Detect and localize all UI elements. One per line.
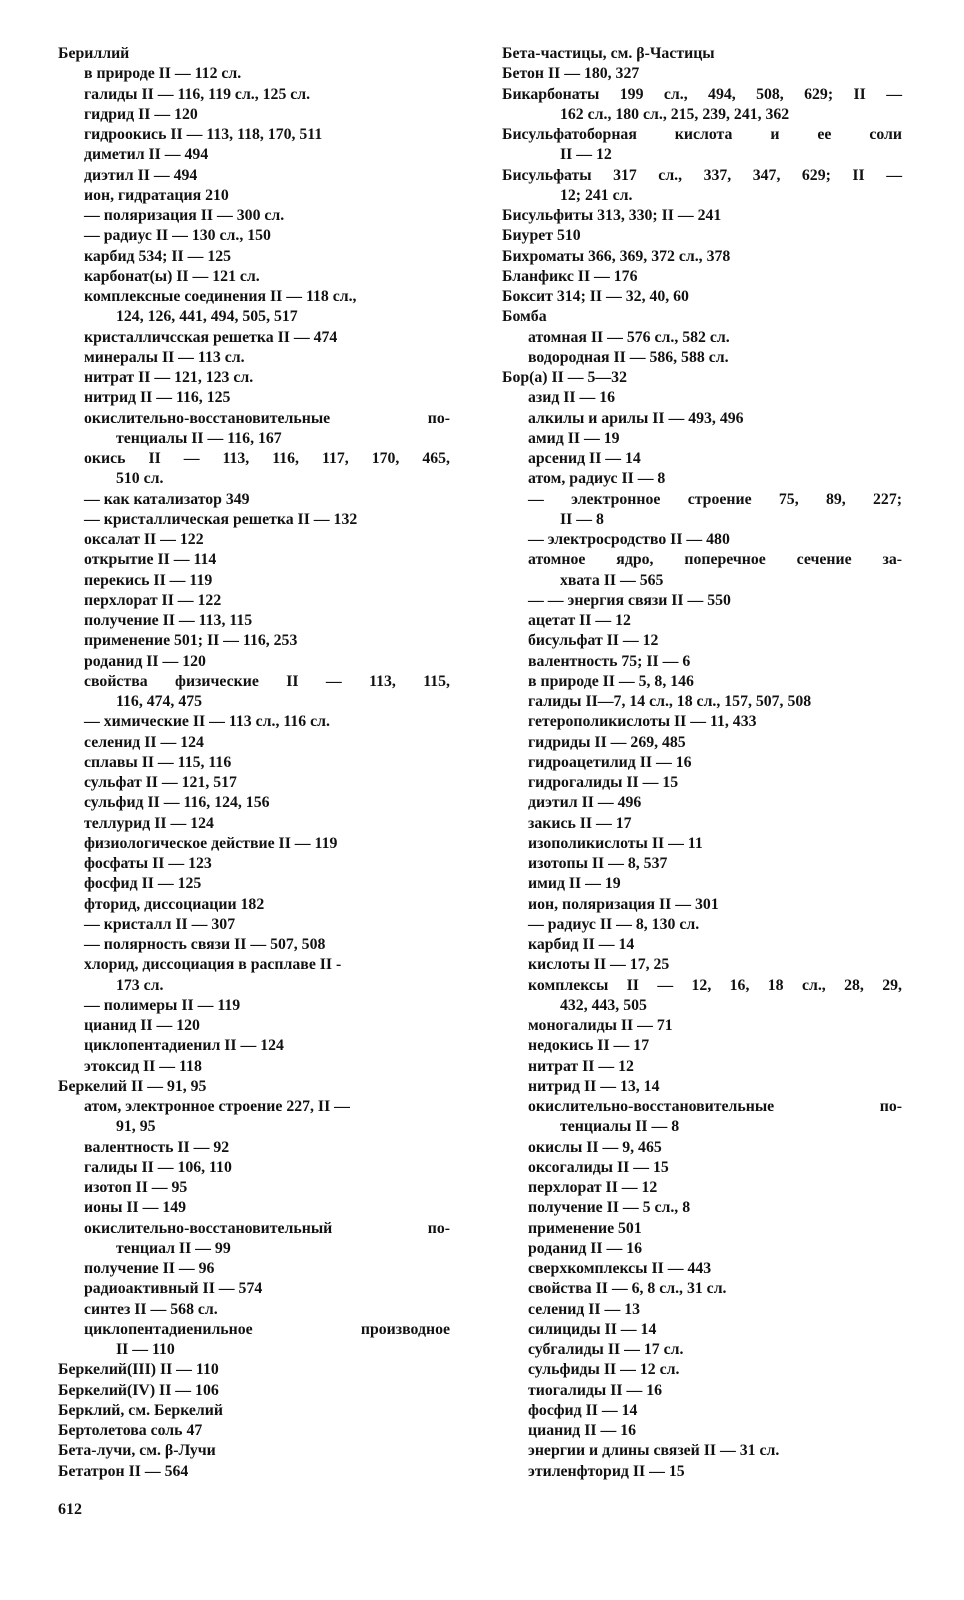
index-subentry: карбид 534; II — 125 xyxy=(84,247,232,265)
index-subentry: оксогалиды II — 15 xyxy=(528,1158,669,1176)
index-subentry: сульфиды II — 12 сл. xyxy=(528,1361,680,1379)
index-continuation: хвата II — 565 xyxy=(560,571,664,589)
index-subentry: водородная II — 586, 588 сл. xyxy=(528,348,729,366)
index-subentry: закись II — 17 xyxy=(528,814,632,832)
index-subentry: — как катализатор 349 xyxy=(84,490,250,508)
index-entry: Бетатрон II — 564 xyxy=(58,1462,189,1480)
index-subentry: недокись II — 17 xyxy=(528,1037,650,1055)
index-subentry: нитрат II — 12 xyxy=(528,1057,634,1075)
index-subentry: атомная II — 576 сл., 582 сл. xyxy=(528,328,730,346)
index-subentry: гидриды II — 269, 485 xyxy=(528,733,686,751)
index-subentry: окислительно-восстановительный по- xyxy=(84,1219,450,1237)
index-entry: Берклий, см. Беркелий xyxy=(58,1401,224,1419)
index-subentry: роданид II — 16 xyxy=(528,1239,643,1257)
index-subentry: этиленфторид II — 15 xyxy=(528,1462,685,1480)
index-entry: Боксит 314; II — 32, 40, 60 xyxy=(502,288,689,305)
index-subentry: синтез II — 568 сл. xyxy=(84,1300,218,1318)
index-entry: Бомба xyxy=(502,308,547,326)
index-subentry: нитрид II — 116, 125 xyxy=(84,389,231,407)
index-subentry: сульфид II — 116, 124, 156 xyxy=(84,794,270,812)
index-subentry: цианид II — 16 xyxy=(528,1422,637,1439)
index-subentry: — кристаллическая решетка II — 132 xyxy=(84,510,358,528)
index-subentry: теллурид II — 124 xyxy=(84,814,214,832)
index-subentry: сплавы II — 115, 116 xyxy=(84,753,232,771)
index-subentry: ионы II — 149 xyxy=(84,1199,187,1217)
index-entry: Беркелий II — 91, 95 xyxy=(58,1077,207,1095)
index-entry: Бихроматы 366, 369, 372 сл., 378 xyxy=(502,247,731,265)
index-continuation: тенциалы II — 8 xyxy=(560,1118,680,1136)
index-subentry: цианид II — 120 xyxy=(84,1017,200,1034)
index-subentry: фосфид II — 125 xyxy=(84,875,202,893)
index-continuation: тенциал II — 99 xyxy=(116,1239,231,1257)
index-subentry: физиологическое действие II — 119 xyxy=(84,834,338,852)
index-subentry: хлорид, диссоциация в расплаве II - xyxy=(84,956,342,974)
index-subentry: фосфид II — 14 xyxy=(528,1401,638,1419)
index-subentry: сверхкомплексы II — 443 xyxy=(528,1260,712,1277)
index-subentry: — электронное строение 75, 89, 227; xyxy=(528,490,902,508)
index-continuation: 432, 443, 505 xyxy=(560,996,647,1014)
index-subentry: арсенид II — 14 xyxy=(528,450,641,467)
index-subentry: диметил II — 494 xyxy=(84,146,209,164)
index-subentry: амид II — 19 xyxy=(528,429,620,447)
index-subentry: изотопы II — 8, 537 xyxy=(528,855,668,872)
index-continuation: 116, 474, 475 xyxy=(116,693,203,710)
index-entry: Бисульфаты 317 сл., 337, 347, 629; II — xyxy=(502,166,902,184)
index-subentry: циклопентадиенил II — 124 xyxy=(84,1037,284,1055)
index-subentry: — поляризация II — 300 сл. xyxy=(84,207,285,224)
index-subentry: галиды II — 106, 110 xyxy=(84,1158,232,1176)
index-subentry: сульфат II — 121, 517 xyxy=(84,774,237,791)
index-subentry: изополикислоты II — 11 xyxy=(528,834,703,852)
index-continuation: 124, 126, 441, 494, 505, 517 xyxy=(116,308,298,326)
index-subentry: гетерополикислоты II — 11, 433 xyxy=(528,713,757,731)
index-subentry: нитрид II — 13, 14 xyxy=(528,1077,660,1095)
index-entry: Бисульфатоборная кислота и ее соли xyxy=(502,126,902,143)
index-subentry: — химические II — 113 сл., 116 сл. xyxy=(84,713,330,731)
index-subentry: минералы II — 113 сл. xyxy=(84,348,245,366)
index-subentry: получение II — 113, 115 xyxy=(84,612,253,629)
index-subentry: роданид II — 120 xyxy=(84,652,206,670)
index-subentry: атом, радиус II — 8 xyxy=(528,470,666,488)
index-subentry: — — энергия связи II — 550 xyxy=(528,591,731,609)
index-subentry: — кристалл II — 307 xyxy=(84,915,236,933)
index-subentry: тиогалиды II — 16 xyxy=(528,1381,662,1399)
index-subentry: карбид II — 14 xyxy=(528,936,635,953)
index-subentry: кислоты II — 17, 25 xyxy=(528,956,670,974)
index-subentry: получение II — 96 xyxy=(84,1260,215,1277)
index-subentry: — радиус II — 130 сл., 150 xyxy=(84,227,271,245)
index-subentry: гидрид II — 120 xyxy=(84,105,198,123)
index-subentry: валентность II — 92 xyxy=(84,1138,230,1156)
index-subentry: изотоп II — 95 xyxy=(84,1179,188,1196)
index-subentry: гидроацетилид II — 16 xyxy=(528,753,692,771)
index-subentry: гидроокись II — 113, 118, 170, 511 xyxy=(84,126,323,143)
index-subentry: алкилы и арилы II — 493, 496 xyxy=(528,409,744,427)
index-subentry: энергии и длины связей II — 31 сл. xyxy=(528,1442,780,1460)
index-subentry: перхлорат II — 122 xyxy=(84,591,222,609)
index-subentry: азид II — 16 xyxy=(528,389,616,407)
index-subentry: в природе II — 112 сл. xyxy=(84,65,242,83)
index-subentry: перхлорат II — 12 xyxy=(528,1179,658,1196)
index-entry: Бертолетова соль 47 xyxy=(58,1422,203,1439)
index-subentry: валентность 75; II — 6 xyxy=(528,652,691,670)
index-subentry: фосфаты II — 123 xyxy=(84,855,212,872)
index-subentry: диэтил II — 496 xyxy=(528,794,642,812)
index-subentry: атом, электронное строение 227, II — xyxy=(84,1098,350,1115)
index-subentry: окислительно-восстановительные по- xyxy=(528,1098,902,1115)
index-continuation: 12; 241 сл. xyxy=(560,186,633,204)
index-subentry: свойства физические II — 113, 115, xyxy=(84,672,450,690)
index-entry: Бор(а) II — 5—32 xyxy=(502,369,627,386)
index-subentry: субгалиды II — 17 сл. xyxy=(528,1341,684,1358)
index-subentry: циклопентадиенильное производное xyxy=(84,1320,450,1338)
index-subentry: моногалиды II — 71 xyxy=(528,1017,673,1034)
index-subentry: в природе II — 5, 8, 146 xyxy=(528,672,694,690)
index-subentry: гидрогалиды II — 15 xyxy=(528,774,679,791)
index-subentry: бисульфат II — 12 xyxy=(528,632,659,650)
index-entry: Биурет 510 xyxy=(502,227,581,245)
index-subentry: открытие II — 114 xyxy=(84,551,217,569)
index-subentry: имид II — 19 xyxy=(528,875,621,893)
index-subentry: силициды II — 14 xyxy=(528,1320,657,1338)
index-subentry: — радиус II — 8, 130 сл. xyxy=(528,915,700,933)
index-continuation: II — 12 xyxy=(560,146,612,164)
right-column xyxy=(502,44,902,1482)
index-subentry: кристалличсская решетка II — 474 xyxy=(84,328,338,346)
index-subentry: ион, гидратация 210 xyxy=(84,186,229,204)
index-subentry: применение 501 xyxy=(528,1219,642,1237)
index-subentry: окись II — 113, 116, 117, 170, 465, xyxy=(84,450,450,467)
index-subentry: окислы II — 9, 465 xyxy=(528,1138,662,1156)
index-entry: Бетон II — 180, 327 xyxy=(502,65,640,83)
index-subentry: селенид II — 13 xyxy=(528,1300,641,1318)
index-subentry: радиоактивный II — 574 xyxy=(84,1280,263,1298)
index-subentry: получение II — 5 сл., 8 xyxy=(528,1199,691,1217)
left-column xyxy=(58,44,450,1482)
index-continuation: 510 сл. xyxy=(116,470,164,488)
index-subentry: — полярность связи II — 507, 508 xyxy=(84,936,326,953)
index-subentry: окислительно-восстановительные по- xyxy=(84,409,450,427)
index-subentry: галиды II — 116, 119 сл., 125 сл. xyxy=(84,85,311,103)
index-entry: Беркелий(IV) II — 106 xyxy=(58,1381,219,1399)
index-entry: Бета-частицы, см. β-Частицы xyxy=(502,45,715,62)
page-number: 612 xyxy=(58,1501,82,1518)
index-continuation: II — 8 xyxy=(560,510,604,528)
index-continuation: II — 110 xyxy=(116,1341,175,1358)
index-continuation: 162 сл., 180 сл., 215, 239, 241, 362 xyxy=(560,105,790,123)
index-entry: Бисульфиты 313, 330; II — 241 xyxy=(502,207,722,224)
index-subentry: применение 501; II — 116, 253 xyxy=(84,632,298,650)
index-subentry: карбонат(ы) II — 121 сл. xyxy=(84,267,260,285)
index-subentry: перекись II — 119 xyxy=(84,571,213,589)
index-subentry: комплексные соединения II — 118 сл., xyxy=(84,288,357,305)
index-continuation: тенциалы II — 116, 167 xyxy=(116,429,282,447)
index-subentry: галиды II—7, 14 сл., 18 сл., 157, 507, 508 xyxy=(528,693,812,710)
index-subentry: этоксид II — 118 xyxy=(84,1057,202,1075)
index-entry: Беркелий(III) II — 110 xyxy=(58,1361,219,1379)
index-entry: Бикарбонаты 199 сл., 494, 508, 629; II — xyxy=(502,85,902,103)
index-subentry: оксалат II — 122 xyxy=(84,531,204,548)
index-entry: Бланфикс II — 176 xyxy=(502,267,638,285)
index-continuation: 91, 95 xyxy=(116,1118,156,1136)
index-subentry: ацетат II — 12 xyxy=(528,612,631,629)
index-entry: Бериллий xyxy=(58,45,130,62)
index-subentry: диэтил II — 494 xyxy=(84,166,198,184)
index-subentry: комплексы II — 12, 16, 18 сл., 28, 29, xyxy=(528,976,902,994)
index-subentry: фторид, диссоциации 182 xyxy=(84,895,265,913)
index-entry: Бета-лучи, см. β-Лучи xyxy=(58,1442,216,1460)
index-subentry: — электросродство II — 480 xyxy=(528,531,730,548)
index-subentry: нитрат II — 121, 123 сл. xyxy=(84,369,254,386)
index-continuation: 173 сл. xyxy=(116,976,164,994)
index-subentry: свойства II — 6, 8 сл., 31 сл. xyxy=(528,1280,727,1298)
index-subentry: ион, поляризация II — 301 xyxy=(528,895,719,913)
index-subentry: селенид II — 124 xyxy=(84,733,204,751)
index-subentry: атомное ядро, поперечное сечение за- xyxy=(528,551,902,569)
index-subentry: — полимеры II — 119 xyxy=(84,996,241,1014)
